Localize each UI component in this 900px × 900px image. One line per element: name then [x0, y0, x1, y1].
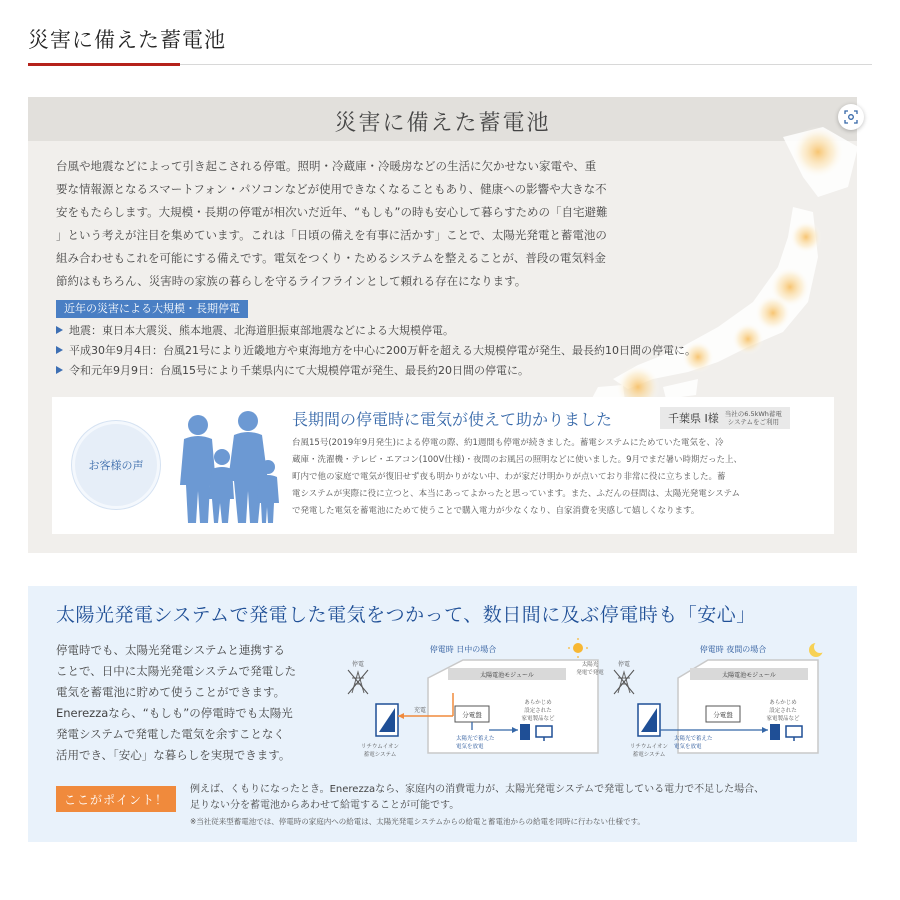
svg-text:充電: 充電: [414, 707, 427, 714]
zoom-image-button[interactable]: [838, 104, 864, 130]
point-label: ここがポイント！: [56, 786, 176, 812]
svg-text:太陽電池モジュール: 太陽電池モジュール: [722, 672, 776, 679]
customer-note: 当社の6.5kWh蓄電 システムをご利用: [724, 410, 782, 426]
svg-text:蓄電システム: 蓄電システム: [363, 752, 397, 758]
day-diagram-title: 停電時 日中の場合: [429, 645, 497, 654]
svg-text:家電製品など: 家電製品など: [766, 716, 800, 722]
intro-paragraph: 台風や地震などによって引き起こされる停電。照明・冷蔵庫・冷暖房などの生活に欠かせない家電や、重 要な情報源となるスマートフォン・パソコンなどが使用できなくなることもあり、健康への影響や大きな不 安をもたらします。大規模・長期の停電が相次いだ近年、“もしも”の時も安心して暮らすための「自宅避難 」という考えが注目を集めています。これは「日頃の備えを有事に活かす」ことで、太陽光発電と蓄電池の 組み合わせもこれを可能にする備えです。電気をつくり・ためるシステムを整えることが、普段の電気料金 節約はもちろん、災害時の家族の暮らしを守るライフラインとして頼れる存在になります。: [56, 159, 608, 288]
svg-text:分電盤: 分電盤: [713, 711, 733, 719]
outage-power-diagram: [328, 638, 828, 776]
section-paragraph: 停電時でも、太陽光発電システムと連携する ことで、日中に太陽光発電システムで発電した 電気を蓄電池に貯めて使うことができます。 Enerezzaなら、“もしも”の停電時でも太陽光 発電システムで発電した電気を余すことなく 活用でき、「安心」な暮らしを実現できます。: [56, 643, 297, 762]
power-tower-icon: [614, 670, 634, 694]
svg-text:分電盤: 分電盤: [462, 711, 482, 719]
night-diagram-title: 停電時 夜間の場合: [699, 645, 767, 654]
svg-text:電気を放電: 電気を放電: [674, 744, 702, 750]
list-item: 地震：東日本大震災、熊本地震、北海道胆振東部地震などによる大規模停電。: [56, 321, 696, 341]
banner-title: 災害に備えた蓄電池: [334, 111, 551, 136]
disaster-section-label: 近年の災害による大規模・長期停電: [56, 300, 248, 318]
point-text: 例えば、くもりになったとき。Enerezzaなら、家庭内の消費電力が、太陽光発電システムで発電している電力で不足した場合、 足りない分を蓄電池からあわせて給電することが可能です。: [190, 784, 765, 811]
customer-location-badge: 千葉県 I様 当社の6.5kWh蓄電 システムをご利用: [660, 407, 790, 429]
svg-text:設定された: 設定された: [769, 708, 797, 714]
point-footnote: ※当社従来型蓄電池では、停電時の家庭内への給電は、太陽光発電システムからの給電と蓄電池からの給電を同時に行わない仕様です。: [190, 817, 645, 826]
svg-text:太陽光で蓄えた: 太陽光で蓄えた: [456, 736, 495, 742]
svg-text:電気を放電: 電気を放電: [456, 744, 484, 750]
voice-body: 台風15号(2019年9月発生)による停電の際、約1週間も停電が続きました。蓄電システムにためていた電気を、冷 蔵庫・洗濯機・テレビ・エアコン(100V仕様)・夜間のお風呂の照明などに使いました。9月でまだ暑い時期だった上、 町内で他の家庭で電気が復旧せず夜も明かりがない中、わが家だけ明かりが点いており非常に役に立ちました。蓄 電システムが実際に役に立つと、本当にあってよかったと思っています。また、ふだんの昼間は、太陽光発電システム で発電した電気を蓄電池にためて使うことで購入電力が少なくなり、自家消費を実感して嬉しくなります。: [292, 438, 742, 516]
list-item: 令和元年9月9日：台風15号により千葉県内にて大規模停電が発生、最長約20日間の停電に。: [56, 361, 696, 381]
svg-text:設定された: 設定された: [524, 708, 552, 714]
svg-text:停電: 停電: [351, 661, 365, 668]
svg-text:発電で発電: 発電で発電: [576, 670, 604, 676]
solar-outage-section: [28, 586, 857, 842]
list-item: 平成30年9月4日：台風21号により近畿地方や東海地方を中心に200万軒を超える大規模停電が発生、最長約10日間の停電に。: [56, 341, 696, 361]
disaster-list: [56, 321, 696, 381]
customer-voice-badge: お客様の声: [72, 421, 160, 509]
svg-text:リチウムイオン: リチウムイオン: [360, 744, 400, 750]
svg-text:あらかじめ: あらかじめ: [769, 700, 797, 706]
svg-text:停電: 停電: [617, 661, 631, 668]
svg-text:リチウムイオン: リチウムイオン: [629, 744, 669, 750]
moon-icon: [809, 641, 826, 657]
sun-icon: [568, 638, 588, 658]
title-accent-bar: [28, 63, 180, 66]
section-title: 太陽光発電システムで発電した電気をつかって、数日間に及ぶ停電時も「安心」: [56, 604, 756, 626]
svg-text:太陽光: 太陽光: [581, 662, 599, 668]
customer-voice-card: [52, 397, 834, 534]
family-silhouette-icon: [170, 407, 280, 525]
triangle-bullet-icon: [56, 346, 63, 354]
triangle-bullet-icon: [56, 366, 63, 374]
disaster-battery-banner: [28, 97, 857, 553]
svg-text:蓄電システム: 蓄電システム: [632, 752, 666, 758]
page-title: 災害に備えた蓄電池: [28, 28, 226, 52]
svg-text:太陽電池モジュール: 太陽電池モジュール: [480, 672, 534, 679]
triangle-bullet-icon: [56, 326, 63, 334]
svg-text:家電製品など: 家電製品など: [521, 716, 555, 722]
voice-title: 長期間の停電時に電気が使えて助かりました: [292, 410, 613, 429]
svg-text:太陽光で蓄えた: 太陽光で蓄えた: [674, 736, 713, 742]
svg-text:あらかじめ: あらかじめ: [524, 700, 552, 706]
zoom-icon: [844, 110, 858, 124]
power-tower-icon: [348, 670, 368, 694]
